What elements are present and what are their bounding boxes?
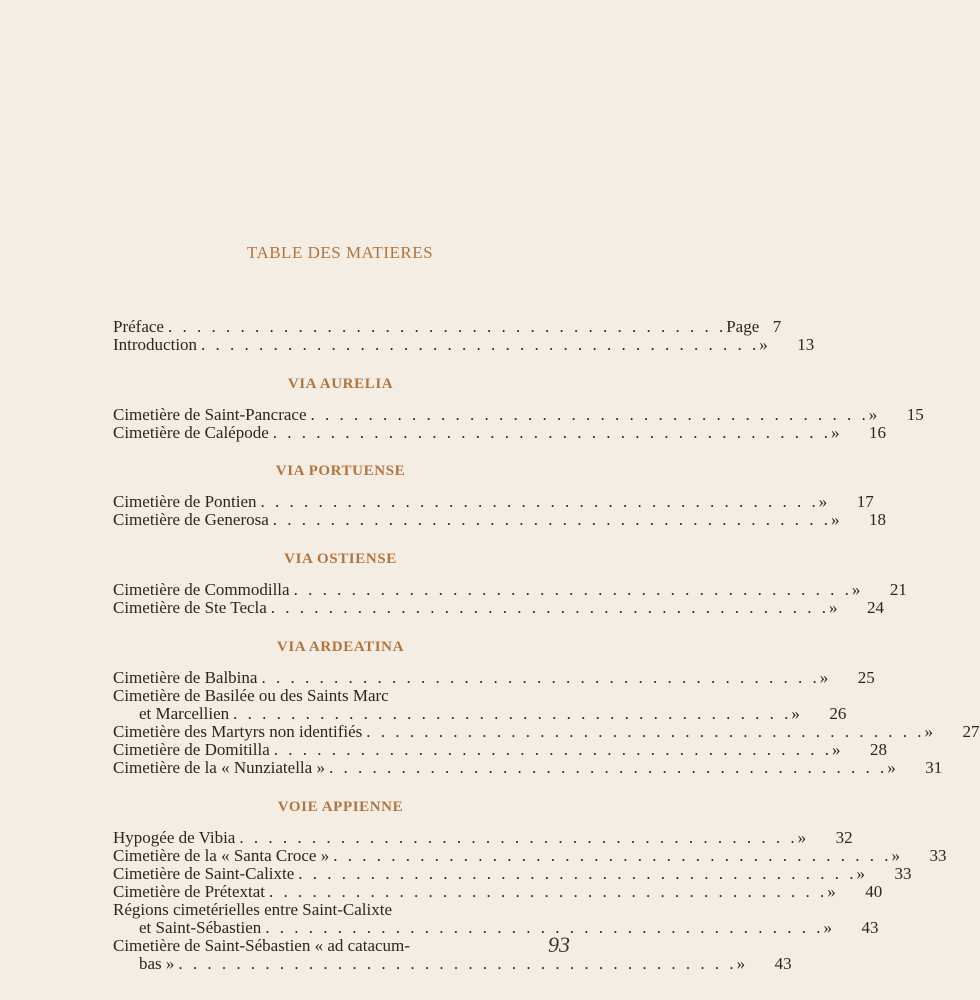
entry-title: et Marcellien (139, 704, 230, 723)
toc-entry-line (113, 405, 924, 424)
dot-leader: . . . . . . . . . . . . . . . . . . . . . . . . . . . . . . . . . . . . . . . (272, 510, 832, 529)
toc-entry-line (113, 335, 815, 354)
entry-page-number: 25 (857, 668, 875, 687)
entry-page-number: 32 (835, 828, 853, 847)
entry-page-number: 15 (906, 405, 924, 424)
entry-title: Cimetière de Generosa (113, 510, 269, 529)
entry-title: Cimetière de Commodilla (113, 580, 290, 599)
page-marker: » (759, 335, 768, 354)
entry-page-number: 26 (829, 704, 847, 723)
page-marker: » (818, 492, 828, 511)
entry-title: Cimetière de Saint-Sébastien « ad catacum- (113, 936, 410, 955)
entry-page-number: 7 (772, 317, 782, 336)
page-marker: » (831, 510, 840, 529)
toc-entry-line (113, 317, 782, 336)
toc-entry-line (113, 918, 879, 937)
page-marker: Page (726, 317, 760, 336)
toc-entry-line (113, 492, 874, 511)
entry-title: Cimetière de la « Nunziatella » (113, 758, 325, 777)
page-marker: » (791, 704, 800, 723)
toc-entry-line (113, 740, 887, 759)
table-of-contents (113, 317, 980, 973)
section-heading: VIA PORTUENSE (275, 463, 406, 479)
entry-title: Cimetière des Martyrs non identifiés (113, 722, 363, 741)
toc-entry-line (113, 882, 883, 901)
entry-title: et Saint-Sébastien (139, 918, 262, 937)
entry-title: Cimetière de Ste Tecla (113, 598, 267, 617)
entry-title: Cimetière de Prétextat (113, 882, 265, 901)
entry-page-number: 33 (894, 864, 912, 883)
toc-entry-line (113, 828, 853, 847)
entry-title: Cimetière de Basilée ou des Saints Marc (113, 686, 389, 705)
entry-title: Cimetière de Saint-Pancrace (113, 405, 307, 424)
page-marker: » (868, 405, 878, 424)
entry-title: Hypogée de Vibia (113, 828, 236, 847)
page-title: TABLE DES MATIERES (246, 243, 434, 262)
page-marker: » (891, 846, 900, 865)
toc-entry-line (113, 722, 980, 741)
toc-entry-line (113, 937, 568, 955)
toc-entry-line (113, 704, 847, 723)
page-marker: » (797, 828, 807, 847)
dot-leader: . . . . . . . . . . . . . . . . . . . . . . . . . . . . . . . . . . . . . . . (366, 722, 925, 741)
page-marker: » (736, 954, 746, 973)
toc-entry-line (113, 864, 912, 883)
entry-page-number: 28 (870, 740, 887, 759)
entry-page-number: 17 (856, 492, 874, 511)
toc-entry-line (113, 423, 887, 442)
page-marker: » (823, 918, 833, 937)
entry-page-number: 16 (869, 423, 887, 442)
entry-page-number: 21 (889, 580, 907, 599)
entry-page-number: 33 (929, 846, 947, 865)
toc-entry-line (113, 598, 885, 617)
dot-leader: . . . . . . . . . . . . . . . . . . . . . . . . . . . . . . . . . . . . . . . (261, 668, 820, 687)
dot-leader: . . . . . . . . . . . . . . . . . . . . . . . . . . . . . . . . . . . . . . . (328, 758, 888, 777)
page-marker: » (832, 740, 841, 759)
section-heading: VIA ARDEATINA (276, 639, 405, 655)
entry-title: Régions cimetérielles entre Saint-Calixte (113, 900, 392, 919)
entry-page-number: 40 (865, 882, 883, 901)
dot-leader: . . . . . . . . . . . . . . . . . . . . . . . . . . . . . . . . . . . . . . . (178, 954, 737, 973)
page-marker: » (819, 668, 829, 687)
dot-leader: . . . . . . . . . . . . . . . . . . . . . . . . . . . . . . . . . . . . . . . (310, 405, 869, 424)
entry-title: Préface (113, 317, 164, 336)
dot-leader: . . . . . . . . . . . . . . . . . . . . . . . . . . . . . . . . . . . . . . . (233, 704, 792, 723)
dot-leader: . . . . . . . . . . . . . . . . . . . . . . . . . . . . . . . . . . . . . . . (239, 828, 798, 847)
dot-leader: . . . . . . . . . . . . . . . . . . . . . . . . . . . . . . . . . . . . . . . (260, 492, 819, 511)
entry-page-number: 43 (774, 954, 792, 973)
dot-leader: . . . . . . . . . . . . . . . . . . . . . . . . . . . . . . . . . . . . . . . (265, 918, 824, 937)
entry-page-number: 13 (797, 335, 815, 354)
toc-entry-line (113, 954, 792, 973)
entry-title: bas » (139, 954, 175, 973)
dot-leader: . . . . . . . . . . . . . . . . . . . . . . . . . . . . . . . . . . . . . . . (201, 335, 760, 354)
toc-entry-line (113, 901, 568, 919)
entry-page-number: 24 (867, 598, 885, 617)
entry-title: Cimetière de la « Santa Croce » (113, 846, 330, 865)
entry-title: Cimetière de Calépode (113, 423, 269, 442)
dot-leader: . . . . . . . . . . . . . . . . . . . . . . . . . . . . . . . . . . . . . . . (293, 580, 852, 599)
page-marker: » (856, 864, 866, 883)
dot-leader: . . . . . . . . . . . . . . . . . . . . . . . . . . . . . . . . . . . . . . . (298, 864, 857, 883)
dot-leader: . . . . . . . . . . . . . . . . . . . . . . . . . . . . . . . . . . . . . . . (333, 846, 892, 865)
dot-leader: . . . . . . . . . . . . . . . . . . . . . . . . . . . . . . . . . . . . . . . (273, 740, 832, 759)
toc-entry-line (113, 758, 943, 777)
toc-entry-line (113, 846, 947, 865)
page-marker: » (924, 722, 934, 741)
toc-entry-line (113, 687, 568, 705)
entry-page-number: 31 (925, 758, 943, 777)
entry-title: Introduction (113, 335, 198, 354)
toc-entry-line (113, 668, 875, 687)
section-heading: VOIE APPIENNE (277, 799, 404, 815)
page-marker: » (827, 882, 836, 901)
entry-title: Cimetière de Pontien (113, 492, 257, 511)
entry-page-number: 18 (869, 510, 887, 529)
dot-leader: . . . . . . . . . . . . . . . . . . . . . . . . . . . . . . . . . . . . . . . (167, 317, 727, 336)
section-heading: VIA OSTIENSE (284, 551, 397, 567)
entry-title: Cimetière de Domitilla (113, 740, 270, 759)
entry-page-number: 27 (962, 722, 980, 741)
toc-entry-line (113, 510, 887, 529)
entry-title: Cimetière de Balbina (113, 668, 258, 687)
entry-title: Cimetière de Saint-Calixte (113, 864, 295, 883)
page-marker: » (829, 598, 838, 617)
section-heading: VIA AURELIA (287, 376, 394, 392)
page-marker: » (831, 423, 840, 442)
dot-leader: . . . . . . . . . . . . . . . . . . . . . . . . . . . . . . . . . . . . . . . (270, 598, 830, 617)
page-marker: » (887, 758, 896, 777)
dot-leader: . . . . . . . . . . . . . . . . . . . . . . . . . . . . . . . . . . . . . . . (269, 882, 828, 901)
toc-entry-line (113, 580, 907, 599)
page-marker: » (851, 580, 861, 599)
dot-leader: . . . . . . . . . . . . . . . . . . . . . . . . . . . . . . . . . . . . . . . (272, 423, 832, 442)
page-number: 93 (548, 932, 570, 957)
entry-page-number: 43 (861, 918, 879, 937)
